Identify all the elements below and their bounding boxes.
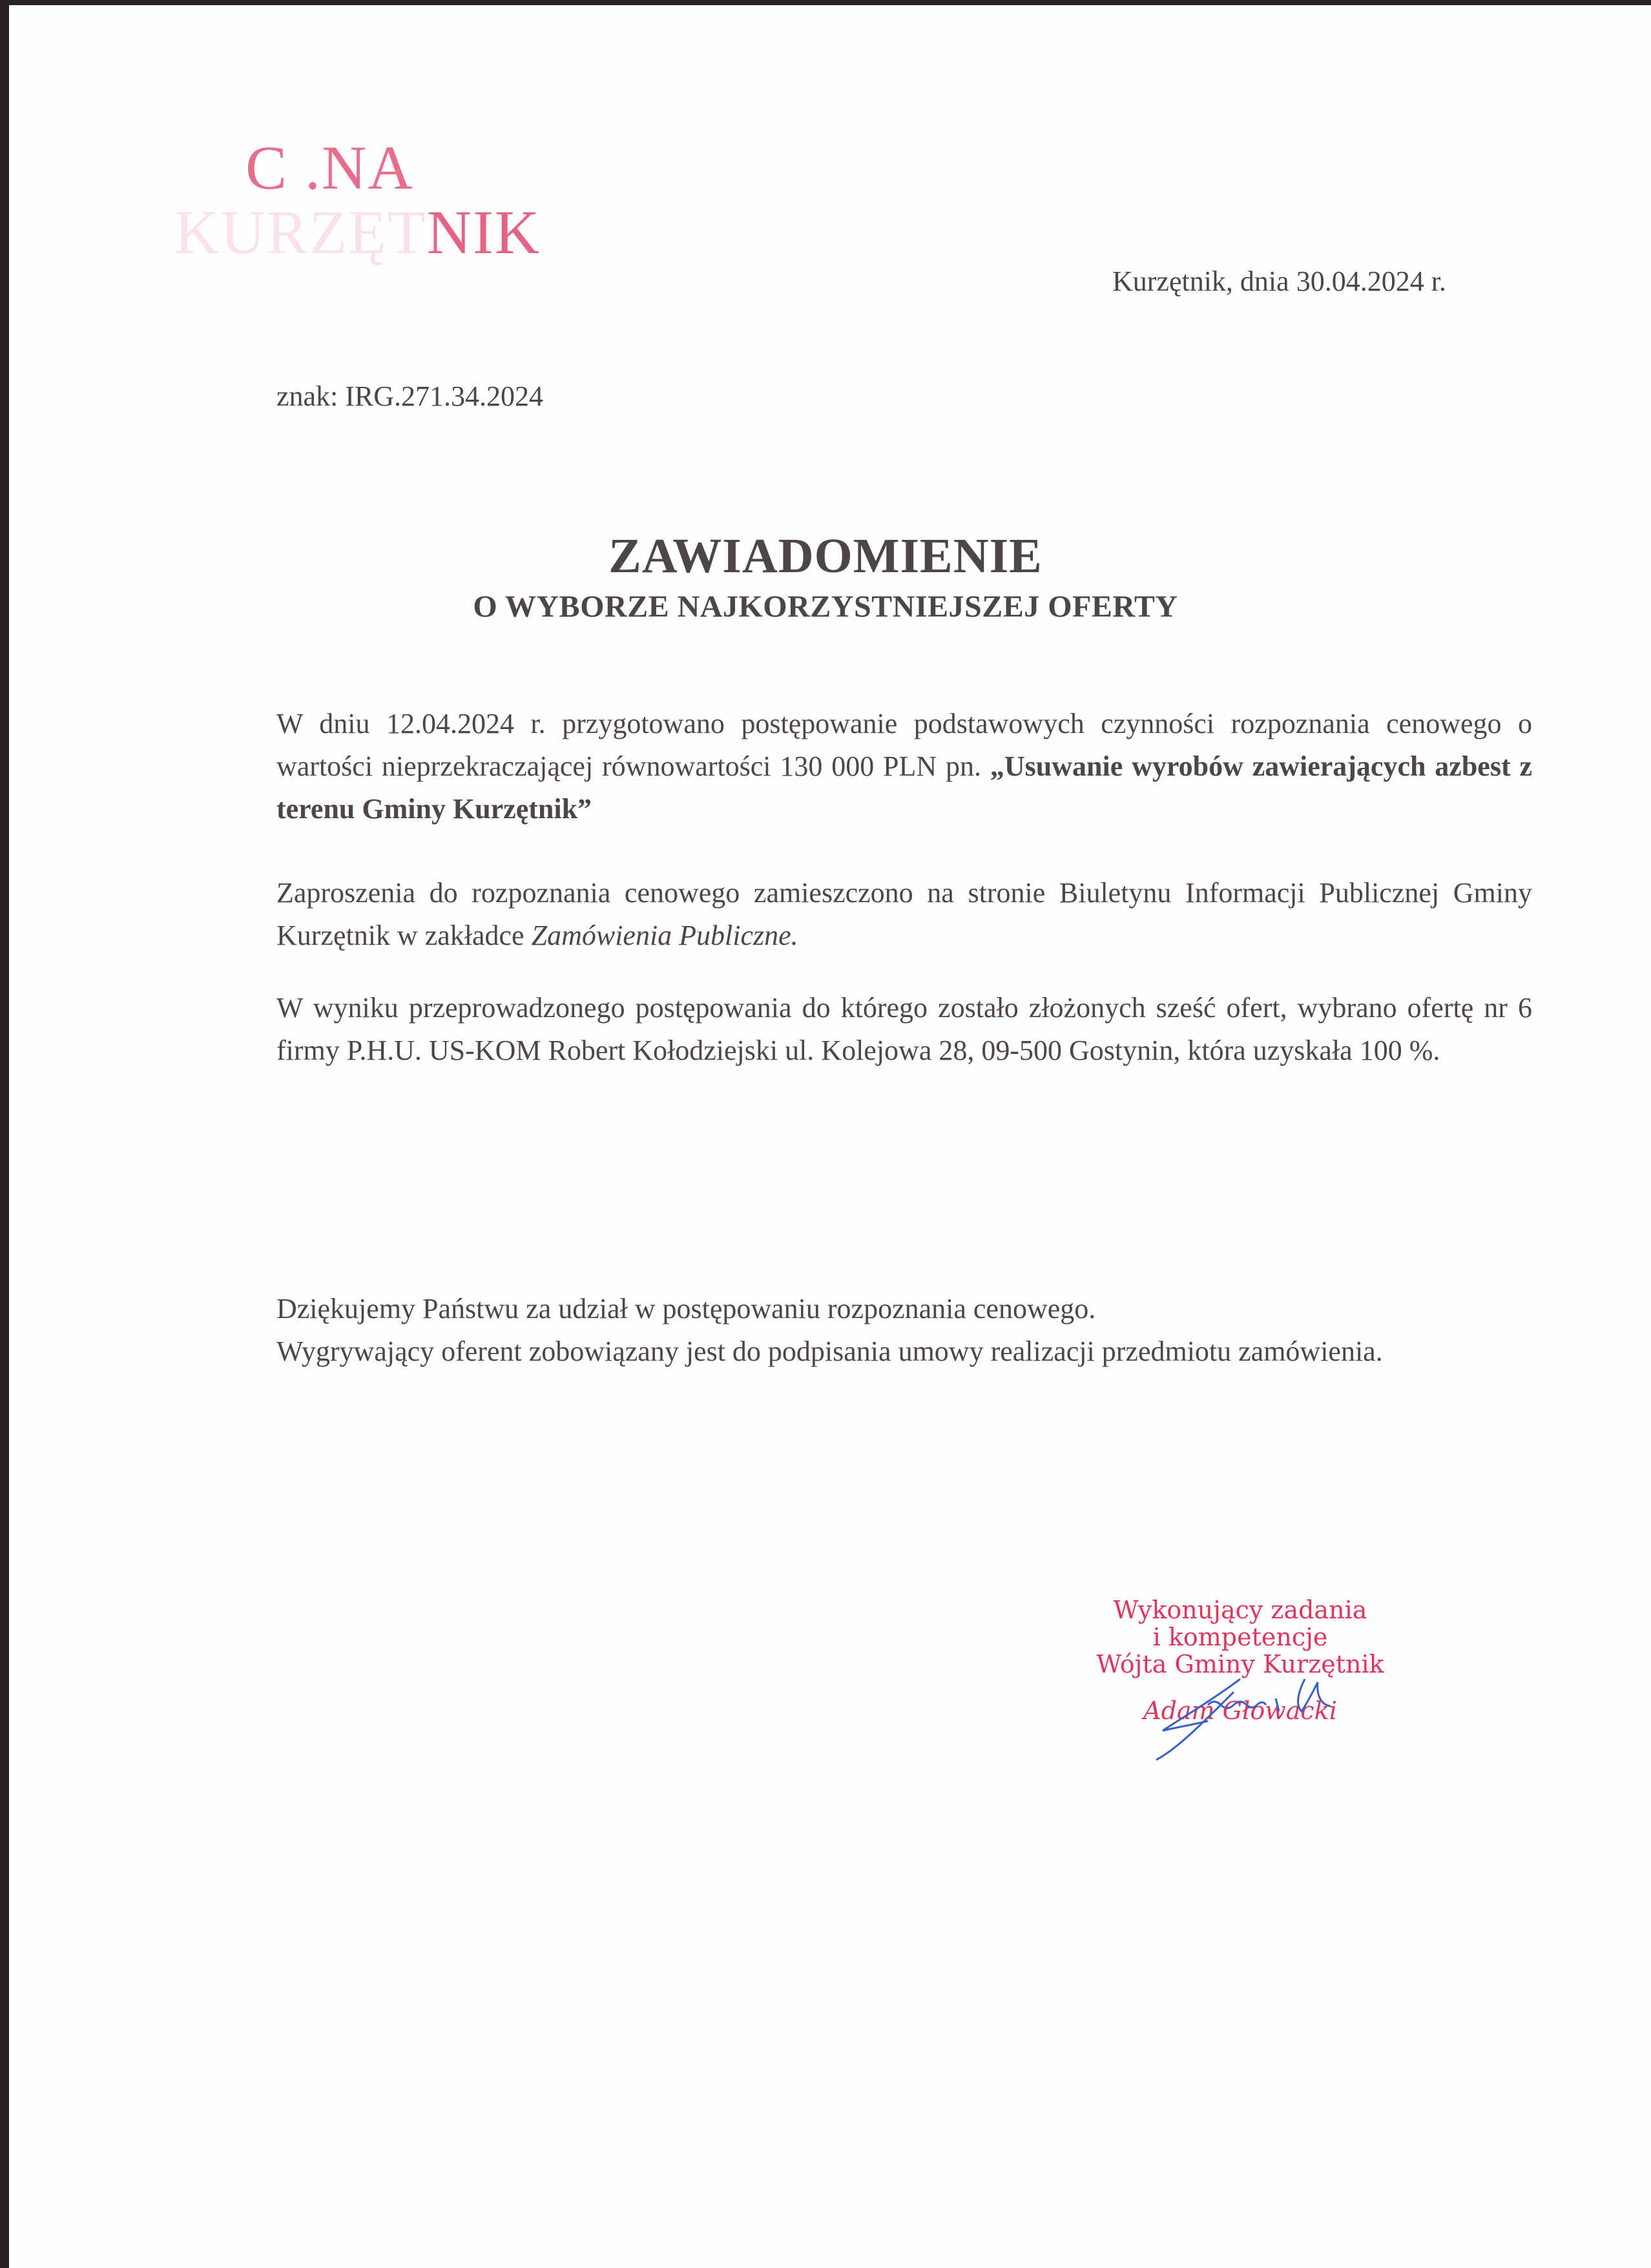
- paragraph-result: W wyniku przeprowadzonego postępowania do którego zostało złożonych sześć ofert, wybrano ofertę nr 6 firmy P.H.U. US-KOM Robert Kołodziejski ul. Kolejowa 28, 09-500 Gostynin, która uzyskała 100 %.: [276, 992, 1532, 1066]
- signatory-name: Adam Głowacki: [1143, 1696, 1337, 1725]
- place-and-date: Kurzętnik, dnia 30.04.2024 r.: [1112, 265, 1446, 297]
- document-subtitle: O WYBORZE NAJKORZYSTNIEJSZEJ OFERTY: [473, 590, 1178, 624]
- handwritten-signature: [1137, 1666, 1382, 1763]
- paragraph-procedure-text: W dniu 12.04.2024 r. przygotowano postępowanie podstawowych czynności rozpoznania cenowego o wartości nieprzekraczającej równowartości 130 000 PLN pn.: [276, 708, 1532, 782]
- reference-number: znak: IRG.271.34.2024: [276, 380, 544, 412]
- signature-stroke: [1276, 1698, 1279, 1711]
- document-title: ZAWIADOMIENIE: [608, 529, 1043, 583]
- signature-stamp-line1: Wykonujący zadania: [1113, 1596, 1367, 1624]
- scan-edge-top: [0, 0, 1651, 5]
- paragraph-thanks: Dziękujemy Państwu za udział w postępowaniu rozpoznania cenowego.: [276, 1293, 1096, 1325]
- signature-stamp-line3: Wójta Gminy Kurzętnik: [1096, 1650, 1384, 1678]
- signature-stroke: [1298, 1679, 1331, 1711]
- signature-stroke: [1208, 1702, 1266, 1708]
- signature-stamp-line2: i kompetencje: [1152, 1623, 1328, 1651]
- paragraph-obligation: Wygrywający oferent zobowiązany jest do podpisania umowy realizacji przedmiotu zamówienia.: [276, 1335, 1383, 1367]
- paragraph-publication-text: Zaproszenia do rozpoznania cenowego zamieszczono na stronie Biuletynu Informacji Publicznej Gminy Kurzętnik w zakładce: [276, 877, 1532, 951]
- paragraph-procedure: [276, 703, 1532, 830]
- scan-edge-left: [0, 0, 9, 2268]
- bip-section-name: Zamówienia Publiczne.: [531, 920, 798, 951]
- signature-stroke: [1156, 1692, 1234, 1760]
- document-page: [9, 5, 1651, 2268]
- paragraph-publication: [276, 872, 1532, 957]
- municipality-stamp-line2: KURZĘTNIK: [174, 198, 541, 267]
- municipality-stamp-line1: C .NA: [245, 133, 414, 202]
- contract-name: „Usuwanie wyrobów zawierających azbest z terenu Gminy Kurzętnik”: [276, 750, 1532, 825]
